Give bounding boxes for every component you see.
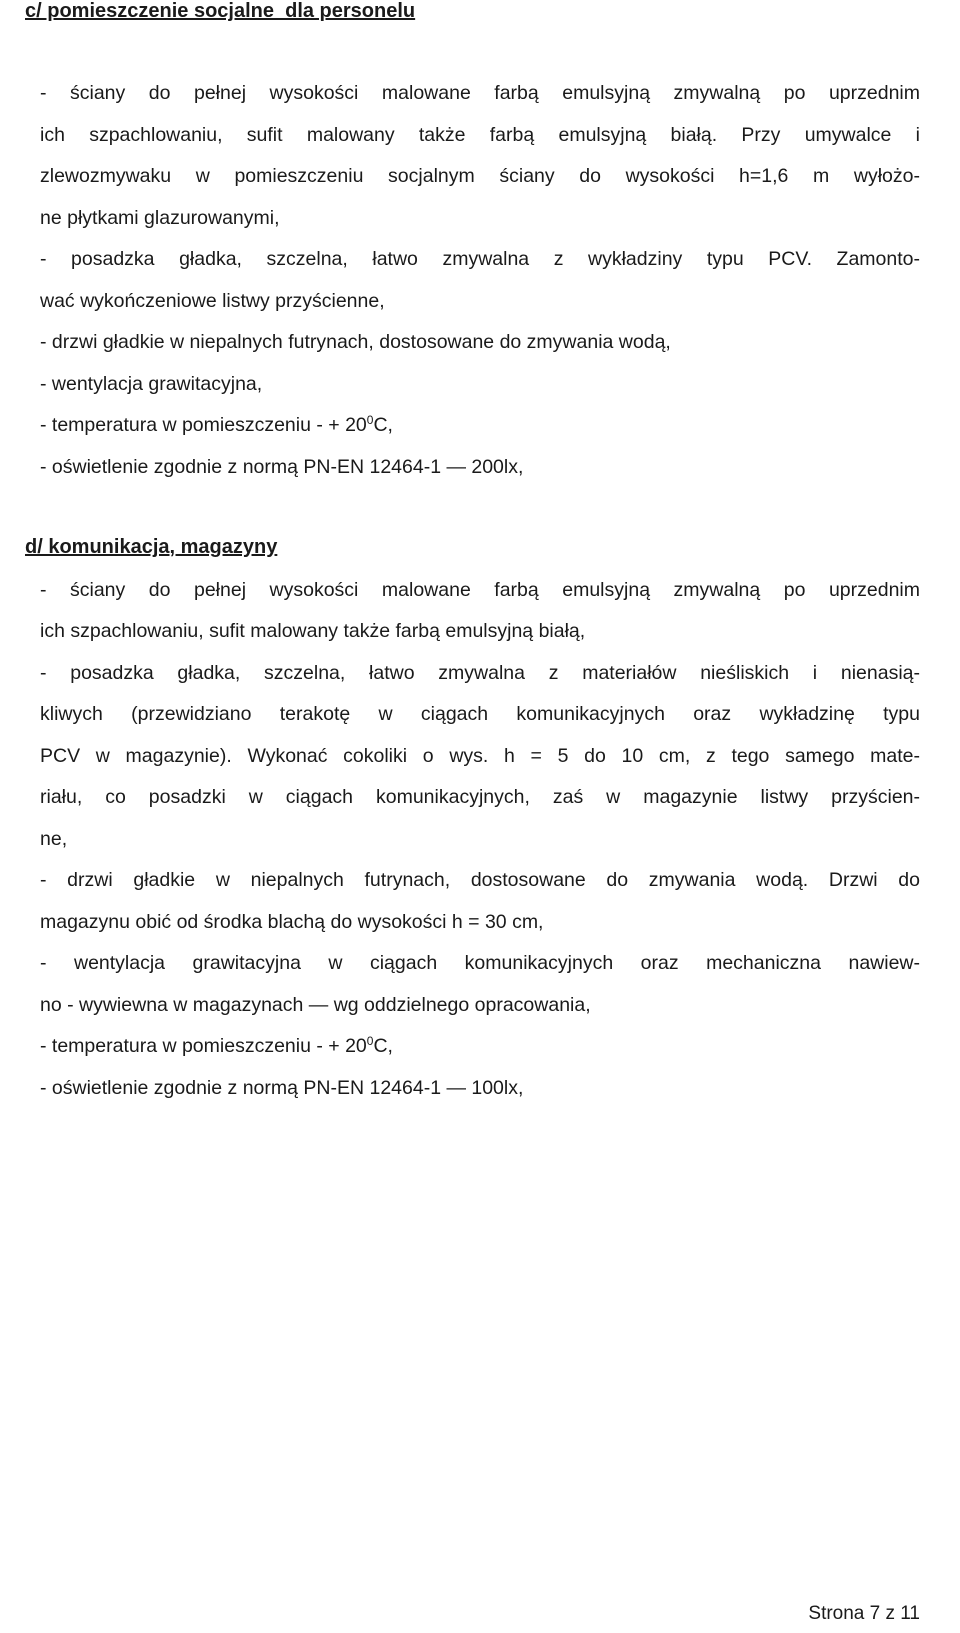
section-d-line: - drzwi gładkie w niepalnych futrynach, dostosowane do zmywania wodą. Drzwi do bbox=[40, 869, 920, 891]
degree-superscript: 0 bbox=[366, 1034, 374, 1048]
section-c-line: zlewozmywaku w pomieszczeniu socjalnym ściany do wysokości h=1,6 m wyłożo- bbox=[40, 165, 920, 187]
section-c-temperature-line: - temperatura w pomieszczeniu - + $20^0C$, bbox=[40, 413, 393, 436]
section-c-line: - drzwi gładkie w niepalnych futrynach, dostosowane do zmywania wodą, bbox=[40, 331, 671, 353]
degree-superscript: 0 bbox=[366, 413, 374, 427]
section-d-line: PCV w magazynie). Wykonać cokoliki o wys. h = 5 do 10 cm, z tego samego mate- bbox=[40, 745, 920, 767]
section-c-line: ne płytkami glazurowanymi, bbox=[40, 207, 280, 229]
section-d-heading: d/ komunikacja, magazyny bbox=[25, 536, 278, 558]
section-c-line: - oświetlenie zgodnie z normą PN-EN 12464-1 — 200lx, bbox=[40, 456, 524, 478]
section-c-heading: c/ pomieszczenie socjalne dla personelu bbox=[25, 0, 416, 22]
section-c-line: - wentylacja grawitacyjna, bbox=[40, 373, 263, 395]
section-d-line: ne, bbox=[40, 828, 68, 850]
section-c-line: wać wykończeniowe listwy przyścienne, bbox=[40, 290, 385, 312]
section-d-line: - oświetlenie zgodnie z normą PN-EN 12464-1 — 100lx, bbox=[40, 1077, 524, 1099]
section-d-line: kliwych (przewidziano terakotę w ciągach komunikacyjnych oraz wykładzinę typu bbox=[40, 703, 920, 725]
section-c-line: - ściany do pełnej wysokości malowane farbą emulsyjną zmywalną po uprzednim bbox=[40, 82, 920, 104]
section-d-temperature-line: - temperatura w pomieszczeniu - + $20^0C$, bbox=[40, 1034, 393, 1057]
section-d-line: - wentylacja grawitacyjna w ciągach komunikacyjnych oraz mechaniczna nawiew- bbox=[40, 952, 920, 974]
section-d-line: ich szpachlowaniu, sufit malowany także farbą emulsyjną białą, bbox=[40, 620, 586, 642]
section-d-line: no - wywiewna w magazynach — wg oddzielnego opracowania, bbox=[40, 994, 591, 1016]
section-d-line: - posadzka gładka, szczelna, łatwo zmywalna z materiałów nieśliskich i nienasią- bbox=[40, 662, 920, 684]
page-number: Strona 7 z 11 bbox=[808, 1603, 920, 1624]
section-d-line: - ściany do pełnej wysokości malowane farbą emulsyjną zmywalną po uprzednim bbox=[40, 579, 920, 601]
section-c-line: - posadzka gładka, szczelna, łatwo zmywalna z wykładziny typu PCV. Zamonto- bbox=[40, 248, 920, 270]
section-c-line: ich szpachlowaniu, sufit malowany także farbą emulsyjną białą. Przy umywalce i bbox=[40, 124, 920, 146]
section-d-line: magazynu obić od środka blachą do wysokości h = 30 cm, bbox=[40, 911, 544, 933]
section-d-line: riału, co posadzki w ciągach komunikacyjnych, zaś w magazynie listwy przyścien- bbox=[40, 786, 920, 808]
